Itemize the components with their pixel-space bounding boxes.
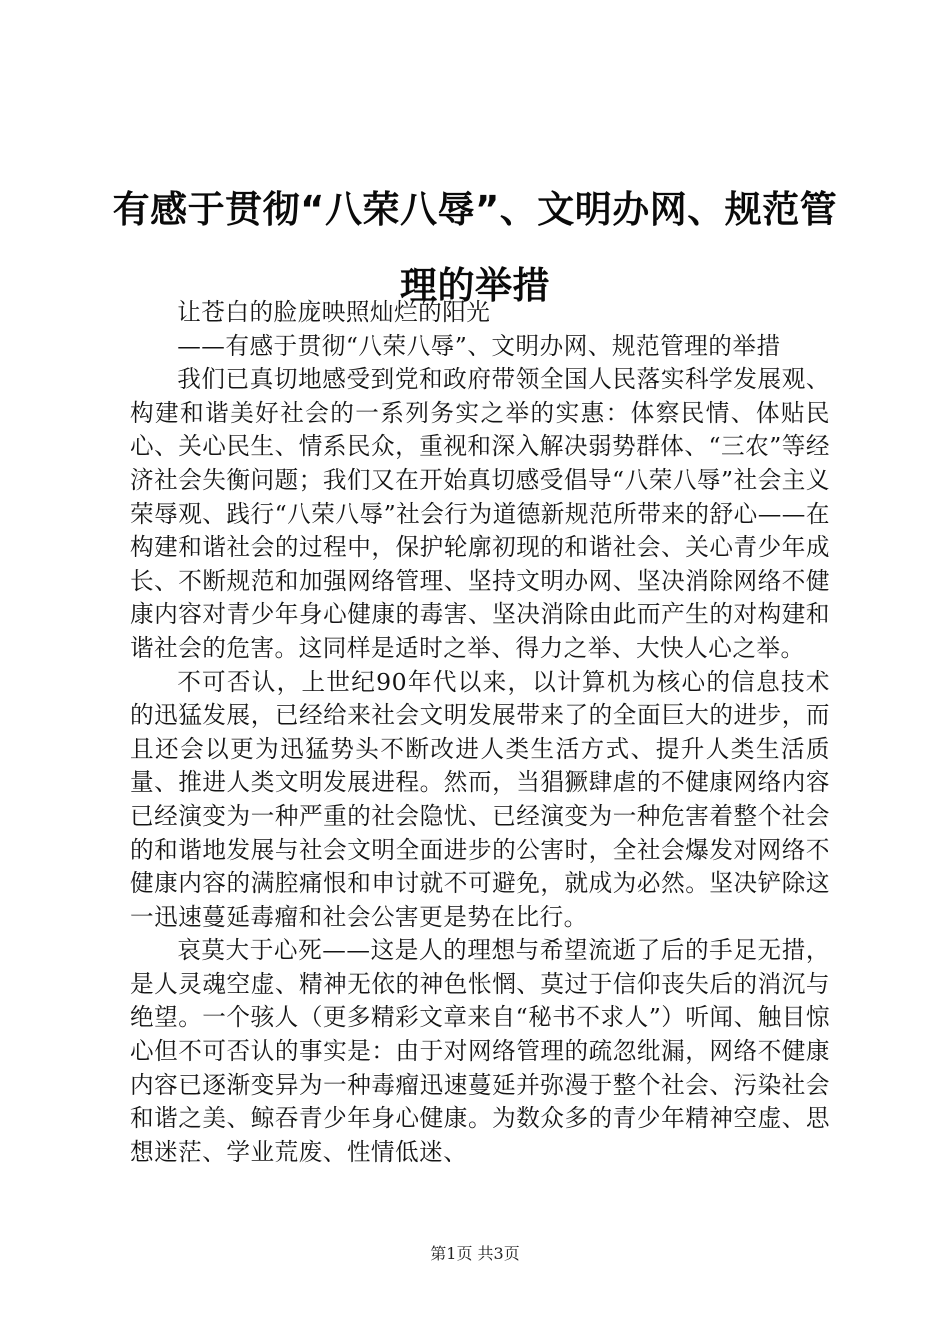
page-number-footer: 第1页 共3页 xyxy=(430,1244,520,1263)
document-subheading: ——有感于贯彻“八荣八辱”、文明办网、规范管理的举措 xyxy=(177,331,781,360)
document-title: 有感于贯彻“八荣八辱”、文明办网、规范管理的举措 xyxy=(112,188,838,307)
paragraph: 哀莫大于心死——这是人的理想与希望流逝了后的手足无措，是人灵魂空虚、精神无依的神色怅惘、莫过于信仰丧失后的消沉与绝望。一个骇人（更多精彩文章来自“秘书不求人”）听闻、触目惊心但不可否认的事实是：由于对网络管理的疏忽纰漏，网络不健康内容已逐渐变异为一种毒瘤迅速蔓延并弥漫于整个社会、污染社会和谐之美、鲸吞青少年身心健康。为数众多的青少年精神空虚、思想迷茫、学业荒废、性情低迷、 xyxy=(130,936,830,1166)
paragraph: 我们已真切地感受到党和政府带领全国人民落实科学发展观、构建和谐美好社会的一系列务实之举的实惠：体察民情、体贴民心、关心民生、情系民众，重视和深入解决弱势群体、“三农”等经济社会失衡问题；我们又在开始真切感受倡导“八荣八辱”社会主义荣辱观、践行“八荣八辱”社会行为道德新规范所带来的舒心——在构建和谐社会的过程中，保护轮廓初现的和谐社会、关心青少年成长、不断规范和加强网络管理、坚持文明办网、坚决消除网络不健康内容对青少年身心健康的毒害、坚决消除由此而产生的对构建和谐社会的危害。这同样是适时之举、得力之举、大快人心之举。 xyxy=(130,365,830,662)
document-body xyxy=(130,296,830,1169)
paragraph: 不可否认，上世纪90年代以来，以计算机为核心的信息技术的迅猛发展，已经给来社会文明发展带来了的全面巨大的进步，而且还会以更为迅猛势头不断改进人类生活方式、提升人类生活质量、推进人类文明发展进程。然而，当猖獗肆虐的不健康网络内容已经演变为一种严重的社会隐忧、已经演变为一种危害着整个社会的和谐地发展与社会文明全面进步的公害时，全社会爆发对网络不健康内容的满腔痛恨和申讨就不可避免，就成为必然。坚决铲除这一迅速蔓延毒瘤和社会公害更是势在比行。 xyxy=(130,667,830,931)
document-subtitle: 让苍白的脸庞映照灿烂的阳光 xyxy=(177,298,491,326)
